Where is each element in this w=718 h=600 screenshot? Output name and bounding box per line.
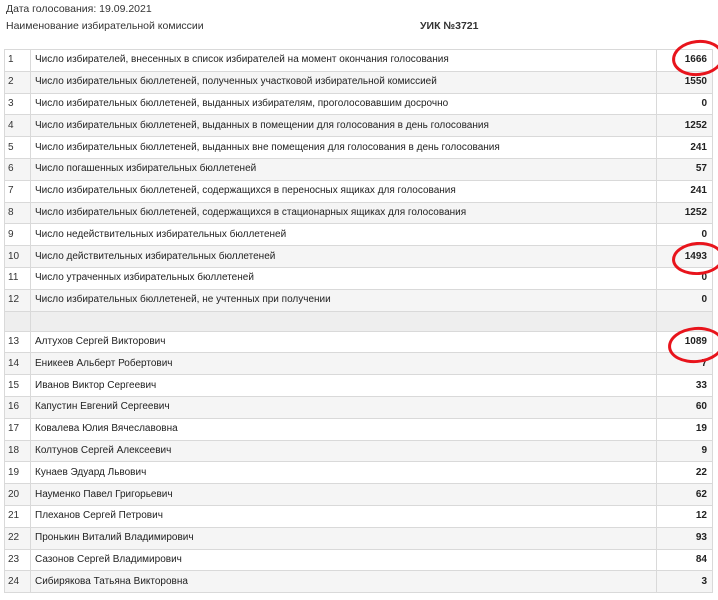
- row-label: Число недействительных избирательных бюллетеней: [31, 224, 657, 246]
- row-number: 20: [5, 484, 31, 506]
- candidate-name: Иванов Виктор Сергеевич: [31, 375, 657, 397]
- table-separator-row: [5, 311, 713, 331]
- row-value: 1550: [657, 71, 713, 93]
- candidate-name: Сибирякова Татьяна Викторовна: [31, 571, 657, 593]
- table-row: [5, 331, 713, 353]
- row-label: Число избирательных бюллетеней, содержащихся в переносных ящиках для голосования: [31, 180, 657, 202]
- table-row: [5, 375, 713, 397]
- table-row: [5, 440, 713, 462]
- row-number: 9: [5, 224, 31, 246]
- candidate-votes: 3: [657, 571, 713, 593]
- candidate-name: Пронькин Виталий Владимирович: [31, 527, 657, 549]
- row-number: 23: [5, 549, 31, 571]
- row-number: 8: [5, 202, 31, 224]
- candidate-votes: 33: [657, 375, 713, 397]
- row-label: Число погашенных избирательных бюллетеней: [31, 158, 657, 180]
- row-number: 24: [5, 571, 31, 593]
- table-row: [5, 289, 713, 311]
- row-value: 0: [657, 289, 713, 311]
- row-number: 5: [5, 137, 31, 159]
- candidate-name: Капустин Евгений Сергеевич: [31, 396, 657, 418]
- table-row: [5, 267, 713, 289]
- candidate-votes: 12: [657, 505, 713, 527]
- candidate-name: Колтунов Сергей Алексеевич: [31, 440, 657, 462]
- row-number: 14: [5, 353, 31, 375]
- table-row: [5, 246, 713, 268]
- table-row: [5, 484, 713, 506]
- candidate-name: Сазонов Сергей Владимирович: [31, 549, 657, 571]
- table-row: [5, 527, 713, 549]
- table-row: [5, 549, 713, 571]
- table-row: [5, 93, 713, 115]
- table-row: [5, 462, 713, 484]
- table-row: [5, 137, 713, 159]
- row-value: 0: [657, 224, 713, 246]
- candidate-votes: 19: [657, 418, 713, 440]
- table-row: [5, 50, 713, 72]
- table-row: [5, 418, 713, 440]
- row-value: 0: [657, 93, 713, 115]
- row-number: 1: [5, 50, 31, 72]
- candidate-votes: 9: [657, 440, 713, 462]
- candidate-votes: 22: [657, 462, 713, 484]
- row-label: Число избирателей, внесенных в список избирателей на момент окончания голосования: [31, 50, 657, 72]
- row-value: 1493: [657, 246, 713, 268]
- candidate-votes: 7: [657, 353, 713, 375]
- candidate-votes: 84: [657, 549, 713, 571]
- table-row: [5, 224, 713, 246]
- row-value: 1252: [657, 202, 713, 224]
- row-number: 10: [5, 246, 31, 268]
- row-value: 241: [657, 137, 713, 159]
- row-number: 12: [5, 289, 31, 311]
- row-number: 2: [5, 71, 31, 93]
- row-number: 7: [5, 180, 31, 202]
- row-number: 13: [5, 331, 31, 353]
- candidate-name: Науменко Павел Григорьевич: [31, 484, 657, 506]
- commission-label: Наименование избирательной комиссии: [6, 20, 204, 32]
- row-number: 21: [5, 505, 31, 527]
- row-value: 57: [657, 158, 713, 180]
- row-label: Число избирательных бюллетеней, не учтенных при получении: [31, 289, 657, 311]
- table-row: [5, 158, 713, 180]
- row-number: 4: [5, 115, 31, 137]
- candidate-name: Еникеев Альберт Робертович: [31, 353, 657, 375]
- candidate-votes: 60: [657, 396, 713, 418]
- row-label: Число избирательных бюллетеней, содержащихся в стационарных ящиках для голосования: [31, 202, 657, 224]
- candidate-votes: 93: [657, 527, 713, 549]
- table-row: [5, 396, 713, 418]
- row-label: Число утраченных избирательных бюллетеней: [31, 267, 657, 289]
- row-number: 3: [5, 93, 31, 115]
- voting-date: Дата голосования: 19.09.2021: [6, 3, 152, 15]
- row-number: 19: [5, 462, 31, 484]
- table-row: [5, 71, 713, 93]
- row-label: Число избирательных бюллетеней, полученных участковой избирательной комиссией: [31, 71, 657, 93]
- commission-name: УИК №3721: [420, 20, 479, 32]
- candidate-name: Ковалева Юлия Вячеславовна: [31, 418, 657, 440]
- row-number: 6: [5, 158, 31, 180]
- table-row: [5, 505, 713, 527]
- row-label: Число избирательных бюллетеней, выданных в помещении для голосования в день голосования: [31, 115, 657, 137]
- row-value: 1666: [657, 50, 713, 72]
- row-value: 241: [657, 180, 713, 202]
- candidate-name: Плеханов Сергей Петрович: [31, 505, 657, 527]
- row-number: 15: [5, 375, 31, 397]
- row-label: Число избирательных бюллетеней, выданных избирателям, проголосовавшим досрочно: [31, 93, 657, 115]
- candidate-votes: 62: [657, 484, 713, 506]
- report-header: [0, 0, 718, 44]
- table-row: [5, 115, 713, 137]
- table-row: [5, 202, 713, 224]
- row-number: 16: [5, 396, 31, 418]
- row-number: 22: [5, 527, 31, 549]
- row-number: 18: [5, 440, 31, 462]
- results-table: [4, 49, 713, 593]
- candidate-name: Алтухов Сергей Викторович: [31, 331, 657, 353]
- row-label: Число действительных избирательных бюллетеней: [31, 246, 657, 268]
- table-row: [5, 353, 713, 375]
- row-value: 0: [657, 267, 713, 289]
- row-number: 17: [5, 418, 31, 440]
- row-value: 1252: [657, 115, 713, 137]
- row-number: 11: [5, 267, 31, 289]
- candidate-name: Кунаев Эдуард Львович: [31, 462, 657, 484]
- table-row: [5, 571, 713, 593]
- candidate-votes: 1089: [657, 331, 713, 353]
- row-label: Число избирательных бюллетеней, выданных вне помещения для голосования в день голосования: [31, 137, 657, 159]
- table-row: [5, 180, 713, 202]
